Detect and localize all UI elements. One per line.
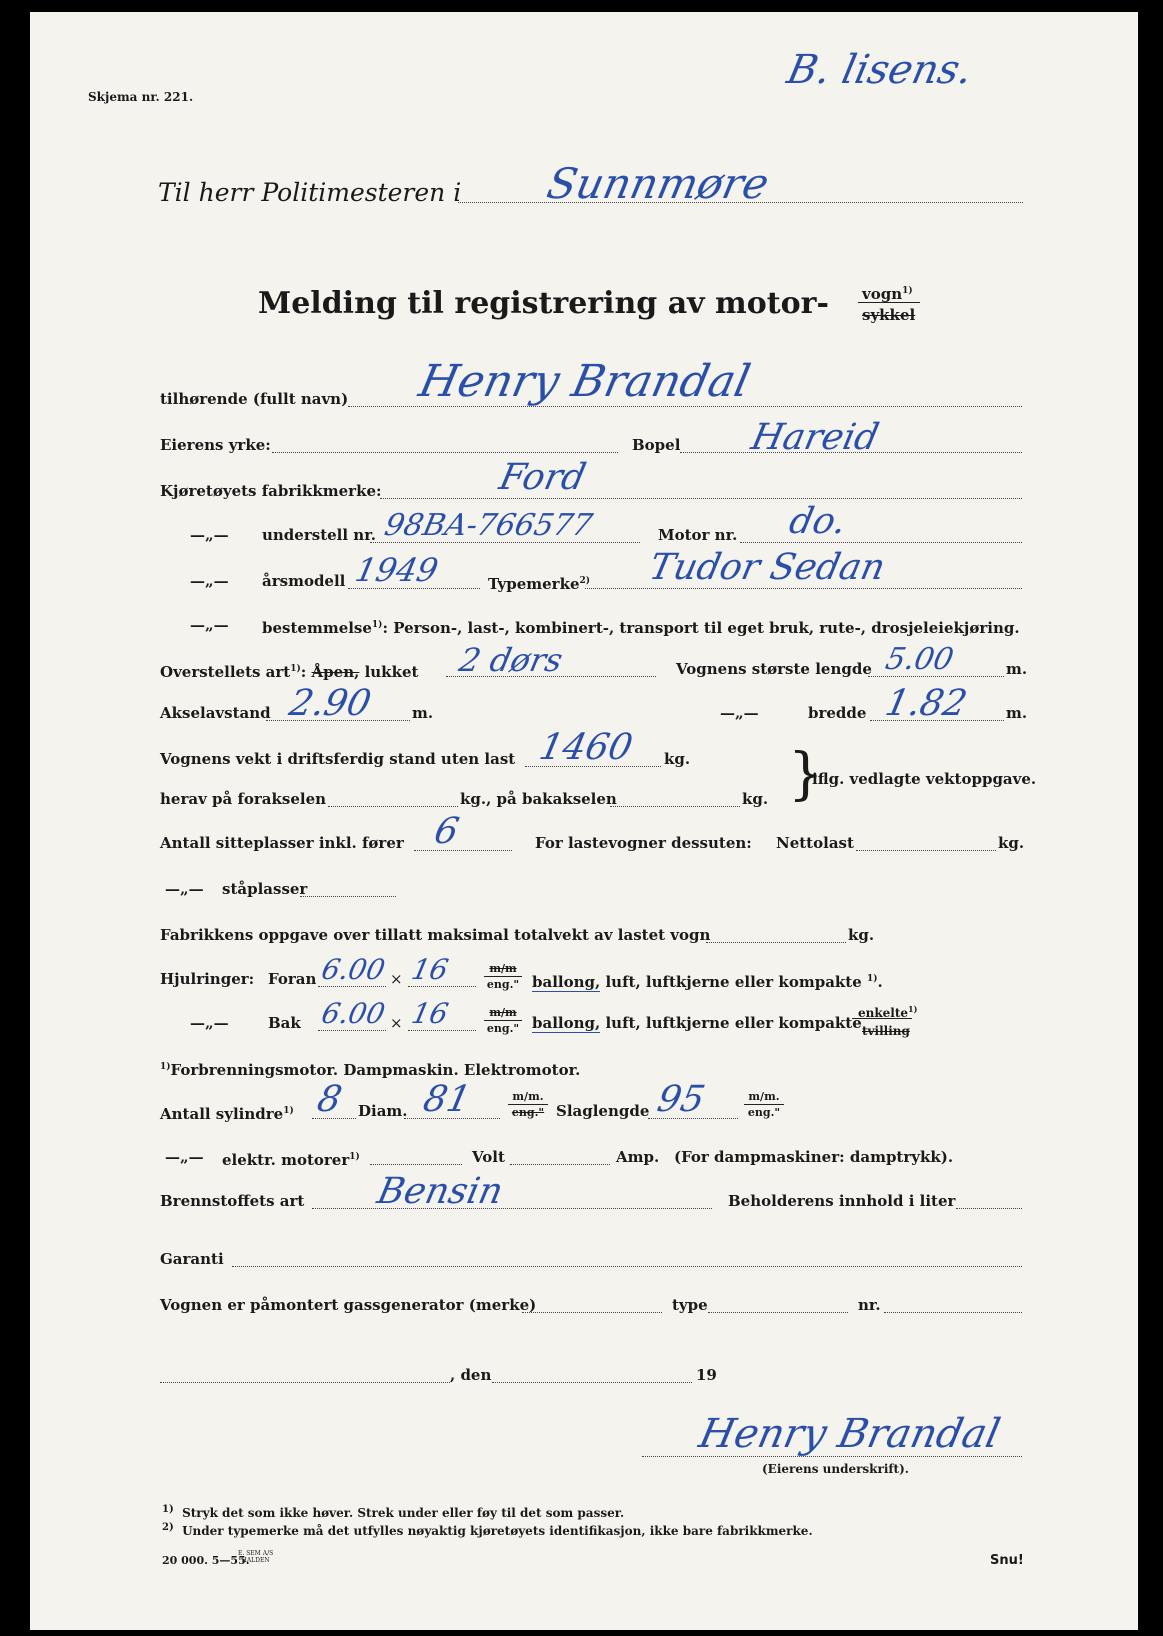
title-option-vogn: vogn$^{1)}$ [862,285,913,303]
printer-run: 20 000. 5—55. [162,1554,250,1567]
body-type-value[interactable]: 2 dørs [455,641,567,679]
ditto-mark: —„— [190,572,229,590]
owner-label: tilhørende (fullt navn) [160,390,349,408]
amp-label: Amp. [616,1148,660,1166]
owner-signature: Henry Brandal [695,1411,1005,1457]
date-year: 19 [696,1366,717,1384]
max-weight-label: Fabrikkens oppgave over tillatt maksimal totalvekt av lastet vogn [160,926,711,944]
stroke-unit: m/m. eng." [744,1090,784,1119]
form-page [30,12,1138,1630]
chassis-label: understell nr. [262,526,376,544]
gas-no-line [884,1312,1022,1313]
wheelbase-value[interactable]: 2.90 [285,683,375,724]
payload-label: Nettolast [776,834,854,852]
motor-no-line [740,542,1022,543]
ditto-mark: —„— [720,704,759,722]
length-value[interactable]: 5.00 [882,642,957,677]
form-number: Skjema nr. 221. [88,90,194,104]
brace: } [788,742,824,807]
gas-type-line [708,1312,848,1313]
recipient-label: Til herr Politimesteren i [158,178,462,207]
page-title: Melding til registrering av motor- [258,286,829,321]
date-line [492,1382,692,1383]
gas-generator-line [522,1312,662,1313]
tires-front-label: Foran [268,970,317,988]
occupation-line [272,452,618,453]
make-line [380,498,1022,499]
make-label: Kjøretøyets fabrikkmerke: [160,482,382,500]
type-brand-value[interactable]: Tudor Sedan [645,547,889,588]
model-year-value[interactable]: 1949 [351,551,442,589]
cylinders-value[interactable]: 8 [313,1079,346,1120]
volt-label: Volt [472,1148,505,1166]
length-unit: m. [1006,660,1028,678]
wheelbase-label: Akselavstand [160,704,271,722]
body-type-label: Overstellets art$^{1)}$: Åpen, lukket [160,663,419,681]
tires-fraction-line [852,1018,912,1019]
stroke-value[interactable]: 95 [653,1079,709,1120]
weight-label: Vognens vekt i driftsferdig stand uten last [160,750,516,768]
gas-no-label: nr. [858,1296,881,1314]
tires-rear-options: ballong, luft, luftkjerne eller kompakte [532,1014,862,1032]
tires-label: Hjulringer: [160,970,255,988]
front-axle-label: herav på forakselen [160,790,327,808]
weight-value[interactable]: 1460 [535,727,637,768]
printer-name: E. SEM A/S HALDEN [238,1550,274,1564]
date-den: , den [450,1366,492,1384]
signature-line [642,1456,1022,1457]
motor-no-value[interactable]: do. [785,501,850,542]
width-label: bredde [808,704,867,722]
tires-front-b[interactable]: 16 [408,953,452,986]
tank-line [956,1208,1022,1209]
diam-label: Diam. [358,1102,408,1120]
chassis-value[interactable]: 98BA-766577 [381,508,596,543]
length-label: Vognens største lengde [676,660,872,678]
times-sign: × [390,970,403,988]
recipient-value[interactable]: Sunnmøre [542,159,774,208]
stroke-label: Slaglengde [556,1102,650,1120]
standing-label: ståplasser [222,880,308,898]
footnote-2: $^{2)}$ Under typemerke må det utfylles nøyaktig kjøretøyets identifikasjon, ikke bare fabrikkmerke. [162,1522,813,1538]
make-value[interactable]: Ford [495,457,590,498]
seats-label: Antall sitteplasser inkl. fører [160,834,404,852]
weight-unit: kg. [664,750,691,768]
signature-caption: (Eierens underskrift). [762,1462,909,1476]
truck-label: For lastevogner dessuten: [535,834,752,852]
payload-line [856,850,996,851]
warranty-line [232,1266,1022,1267]
volt-line [510,1164,610,1165]
ditto-mark: —„— [190,526,229,544]
times-sign: × [390,1014,403,1032]
tires-rear-a[interactable]: 6.00 [318,997,388,1030]
tires-twin: tvilling [862,1024,910,1038]
max-weight-line [706,942,846,943]
fuel-line [312,1208,712,1209]
footnote-1: $^{1)}$ Stryk det som ikke høver. Strek under eller føy til det som passer. [162,1504,625,1520]
payload-unit: kg. [998,834,1025,852]
owner-value[interactable]: Henry Brandal [414,356,755,407]
wheelbase-unit: m. [412,704,434,722]
warranty-label: Garanti [160,1250,224,1268]
tires-rear-b[interactable]: 16 [408,997,452,1030]
seats-line [414,850,512,851]
max-weight-unit: kg. [848,926,875,944]
diam-unit: m/m. eng." [508,1090,548,1119]
width-unit: m. [1006,704,1028,722]
tank-label: Beholderens innhold i liter [728,1192,956,1210]
diam-value[interactable]: 81 [419,1079,475,1120]
type-brand-label: Typemerke$^{2)}$ [488,575,591,593]
tires-single: enkelte$^{1)}$ [858,1004,918,1020]
ditto-mark: —„— [165,880,204,898]
tires-front-options: ballong, luft, luftkjerne eller kompakte $^{1)}$. [532,973,883,991]
title-option-sykkel: sykkel [862,306,916,324]
place-line [160,1382,450,1383]
tires-front-a[interactable]: 6.00 [318,953,388,986]
tires-front-unit: m/m eng." [484,962,522,991]
engine-types: $^{1)}$Forbrenningsmotor. Dampmaskin. Elektromotor. [160,1061,581,1079]
occupation-label: Eierens yrke: [160,436,271,454]
tires-rear-label: Bak [268,1014,301,1032]
handwritten-license-note: B. lisens. [783,47,977,93]
type-brand-line [585,588,1022,589]
ditto-mark: —„— [190,1014,229,1032]
residence-value[interactable]: Hareid [747,417,883,458]
turn-over: Snu! [990,1553,1024,1568]
rear-axle-label: kg., på bakakselen [460,790,617,808]
seats-value[interactable]: 6 [430,811,463,852]
weight-note: iflg. vedlagte vektoppgave. [812,770,1037,788]
rear-axle-unit: kg. [742,790,769,808]
electric-line [370,1164,462,1165]
fuel-label: Brennstoffets art [160,1192,305,1210]
steam-label: (For dampmaskiner: damptrykk). [674,1148,954,1166]
gas-type-label: type [672,1296,708,1314]
rear-axle-line [610,806,740,807]
width-value[interactable]: 1.82 [881,683,971,724]
standing-line [300,896,396,897]
gas-generator-label: Vognen er påmontert gassgenerator (merke) [160,1296,537,1314]
cylinders-label: Antall sylindre$^{1)}$ [160,1105,294,1123]
purpose-label: bestemmelse$^{1)}$: Person-, last-, kombinert-, transport til eget bruk, rute-, drosjeleiekjøring. [262,619,1020,637]
motor-no-label: Motor nr. [658,526,738,544]
electric-label: elektr. motorer$^{1)}$ [222,1151,360,1169]
ditto-mark: —„— [165,1148,204,1166]
residence-label: Bopel [632,436,681,454]
fuel-value[interactable]: Bensin [373,1171,507,1212]
ditto-mark: —„— [190,616,229,634]
front-axle-line [328,806,458,807]
title-fraction-line [858,302,920,303]
model-year-label: årsmodell [262,572,346,590]
tires-rear-unit: m/m eng." [484,1006,522,1035]
